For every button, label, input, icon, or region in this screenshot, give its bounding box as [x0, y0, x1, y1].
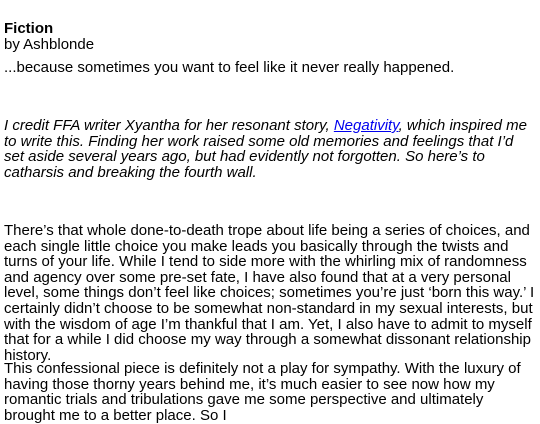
genre-heading: Fiction — [4, 20, 54, 37]
author-byline: by Ashblonde — [4, 36, 95, 53]
negativity-story-link[interactable]: Negativity — [333, 117, 399, 134]
credit-note — [4, 118, 536, 180]
body-paragraph: This confessional piece is definitely not a play for sympathy. With the luxury of having those thorny years behind me, it’s much easier to see now how my romantic trials and tribulations gave me some perspective and ultimately brought me to a better place. So I — [4, 360, 521, 424]
credit-text-before-link: I credit FFA writer Xyantha for her resonant story, — [4, 117, 334, 134]
credit-text-after-link: , which inspired me to write this. Finding her work raised some old memories and feelings that I’d set aside several years ago, but had evidently not forgotten. So here’s to catharsis and breaking the fourth wall. — [4, 117, 527, 181]
story-tagline: ...because sometimes you want to feel like it never really happened. — [4, 59, 455, 76]
body-paragraph: There’s that whole done-to-death trope about life being a series of choices, and each single little choice you make leads you basically through the twists and turns of your life. While I tend to side more with the whirling mix of randomness and agency over some pre-set fate, I have also found that at a very personal level, some things don’t feel like choices; sometimes you’re just ‘born this way.’ I certainly didn’t choose to be somewhat non-standard in my sexual interests, but with the wisdom of age I’m thankful that I am. Yet, I also have to admit to myself that for a while I did choose my way through a somewhat dissonant relationship history. — [4, 222, 535, 364]
